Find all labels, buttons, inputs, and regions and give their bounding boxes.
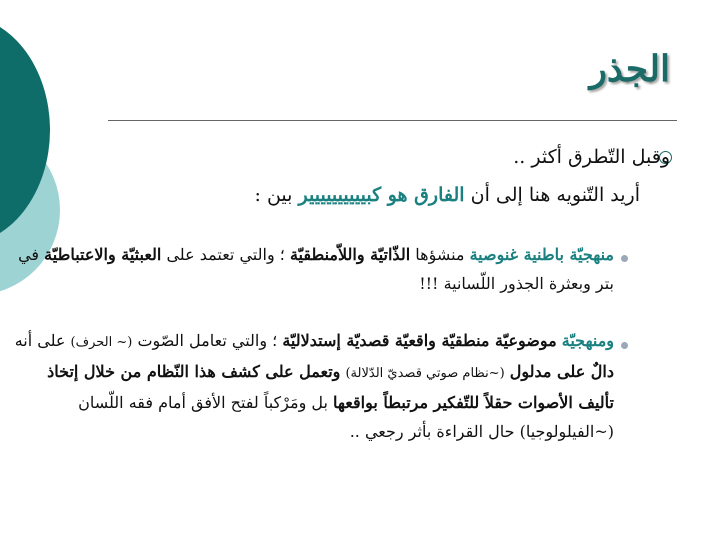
bullet-1-text: ؛ والتي تعتمد على xyxy=(166,245,285,264)
bullet-2-bold: وتعمل على كشف هذا النّظام من خلال إتخاذ تأليف الأصوات حقلاً للتّفكير مرتبطاً بواقعها xyxy=(47,362,614,412)
bullet-2-bold: دالٌ على مدلول xyxy=(509,362,614,381)
bullet-2-text: ؛ والتي تعامل الصّوت xyxy=(137,331,278,350)
bullet-2-text: بل ومَرْكباً لفتح الأفق أمام فقه اللّسان (~الفيلولوجيا) حال القراءة بأثر رجعي .. xyxy=(78,393,614,441)
bullet-1-bold: الذّاتيّة واللاّمنطقيّة xyxy=(289,245,411,264)
bullet-dot-icon xyxy=(621,255,628,262)
bullet-1-text: في بتر وبعثرة الجذور اللّسانية !!! xyxy=(18,245,614,293)
title-divider xyxy=(108,120,677,121)
bullet-2-note: (~نظام صوتي قصديّ الدّلالة) xyxy=(345,366,505,381)
bullet-2-text: على أنه xyxy=(14,331,66,350)
intro-prefix: أريد التّنويه هنا إلى أن xyxy=(470,184,640,206)
intro-line-2 xyxy=(255,184,640,206)
slide-title: الجذر xyxy=(589,48,670,90)
bullet-2-term: ومنهجيّة xyxy=(561,331,614,350)
bullet-2-bold: موضوعيّة منطقيّة واقعيّة قصديّة إستدلاليّة xyxy=(282,331,557,350)
intro-highlight: الفارق هو كبيييييييييير xyxy=(298,184,465,206)
intro-suffix: بين : xyxy=(254,184,293,206)
bullet-item-2 xyxy=(14,326,614,446)
bullet-dot-icon xyxy=(621,342,628,349)
bullet-2-note: (~ الحرف) xyxy=(70,335,133,350)
bullet-1-text: منشؤها xyxy=(415,245,465,264)
intro-line-1: وقبل التّطرق أكثر .. xyxy=(513,146,670,168)
bullet-1-term: منهجيّة باطنية غنوصية xyxy=(469,245,614,264)
bullet-item-1 xyxy=(14,240,614,298)
bullet-1-bold: العبثيّة والاعتباطيّة xyxy=(44,245,162,264)
